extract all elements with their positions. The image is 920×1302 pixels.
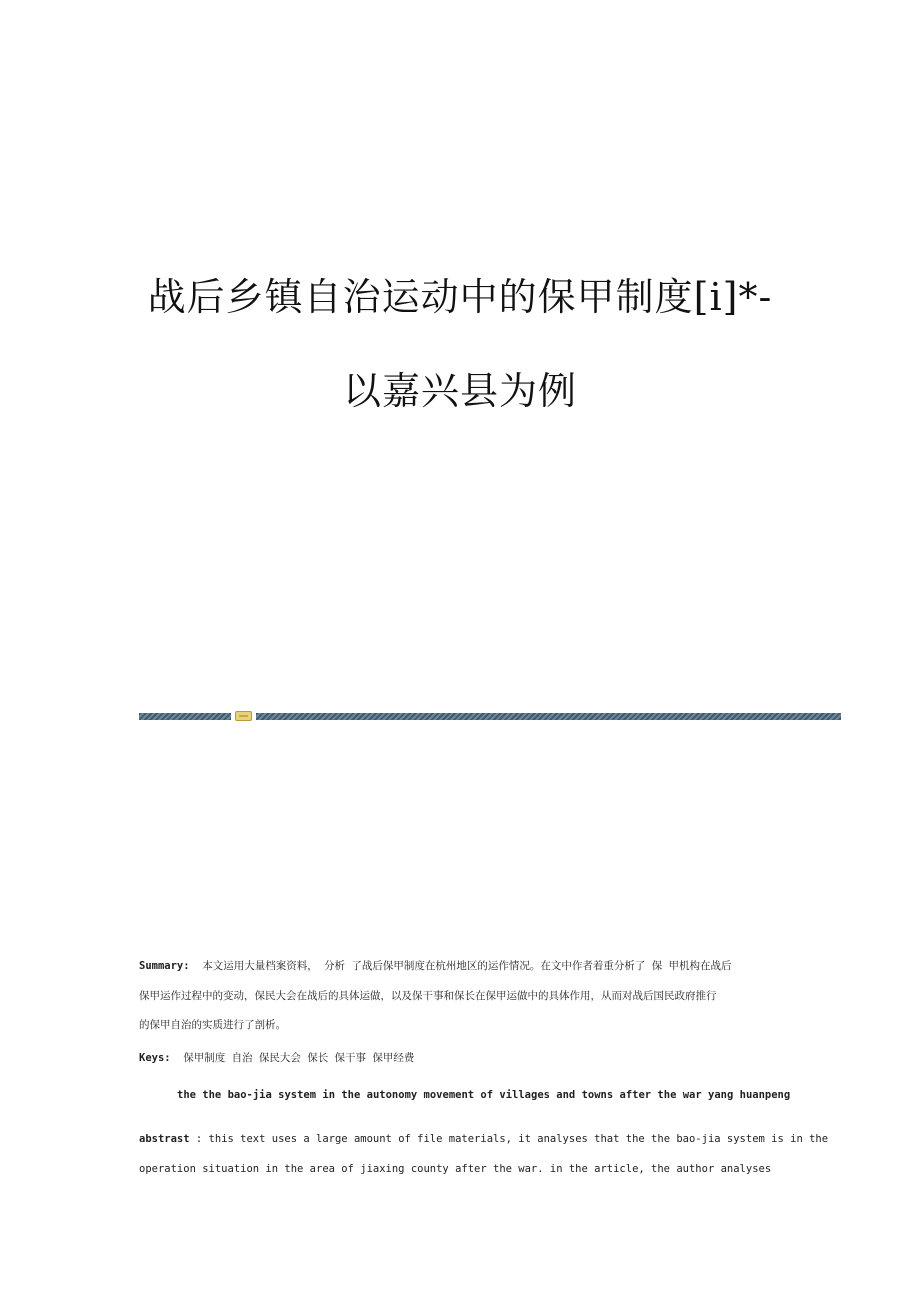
summary-line-2: 保甲运作过程中的变动，保民大会在战后的具体运做，以及保干事和保长在保甲运做中的具体作用，从而对战后国民政府推行 <box>139 989 717 1002</box>
ornament-badge-icon <box>235 711 252 721</box>
divider-bar-right <box>256 713 841 720</box>
english-title: the the bao-jia system in the autonomy movement of villages and towns after the war yang huanpeng <box>177 1089 791 1101</box>
keys-text: 保甲制度 自治 保民大会 保长 保干事 保甲经费 <box>183 1052 415 1064</box>
abstract-line-2: operation situation in the area of jiaxing county after the war. in the article, the author analyses <box>139 1162 772 1175</box>
summary-paragraph <box>139 952 779 1041</box>
document-title-line-2: 以嘉兴县为例 <box>342 369 577 413</box>
summary-label: Summary: <box>139 960 190 972</box>
abstract-line-1 <box>139 1125 829 1155</box>
divider-bar-left <box>139 713 231 720</box>
abstract-paragraph <box>139 1125 829 1184</box>
decorative-divider <box>139 711 841 722</box>
document-title-line-1: 战后乡镇自治运动中的保甲制度[i]*- <box>147 275 773 319</box>
abstract-label: abstrast <box>139 1133 190 1145</box>
summary-line-3: 的保甲自治的实质进行了剖析。 <box>139 1019 286 1031</box>
summary-text-1: 本文运用大量档案资料， 分析 了战后保甲制度在杭州地区的运作情况。在文中作者着重分析了 保 甲机构在战后 <box>202 960 732 972</box>
abstract-text-1: : this text uses a large amount of file materials, it analyses that the the bao-jia system is in the <box>195 1133 829 1145</box>
summary-line-1 <box>139 952 779 982</box>
keywords-line <box>139 1050 779 1065</box>
keys-label: Keys: <box>139 1052 171 1064</box>
